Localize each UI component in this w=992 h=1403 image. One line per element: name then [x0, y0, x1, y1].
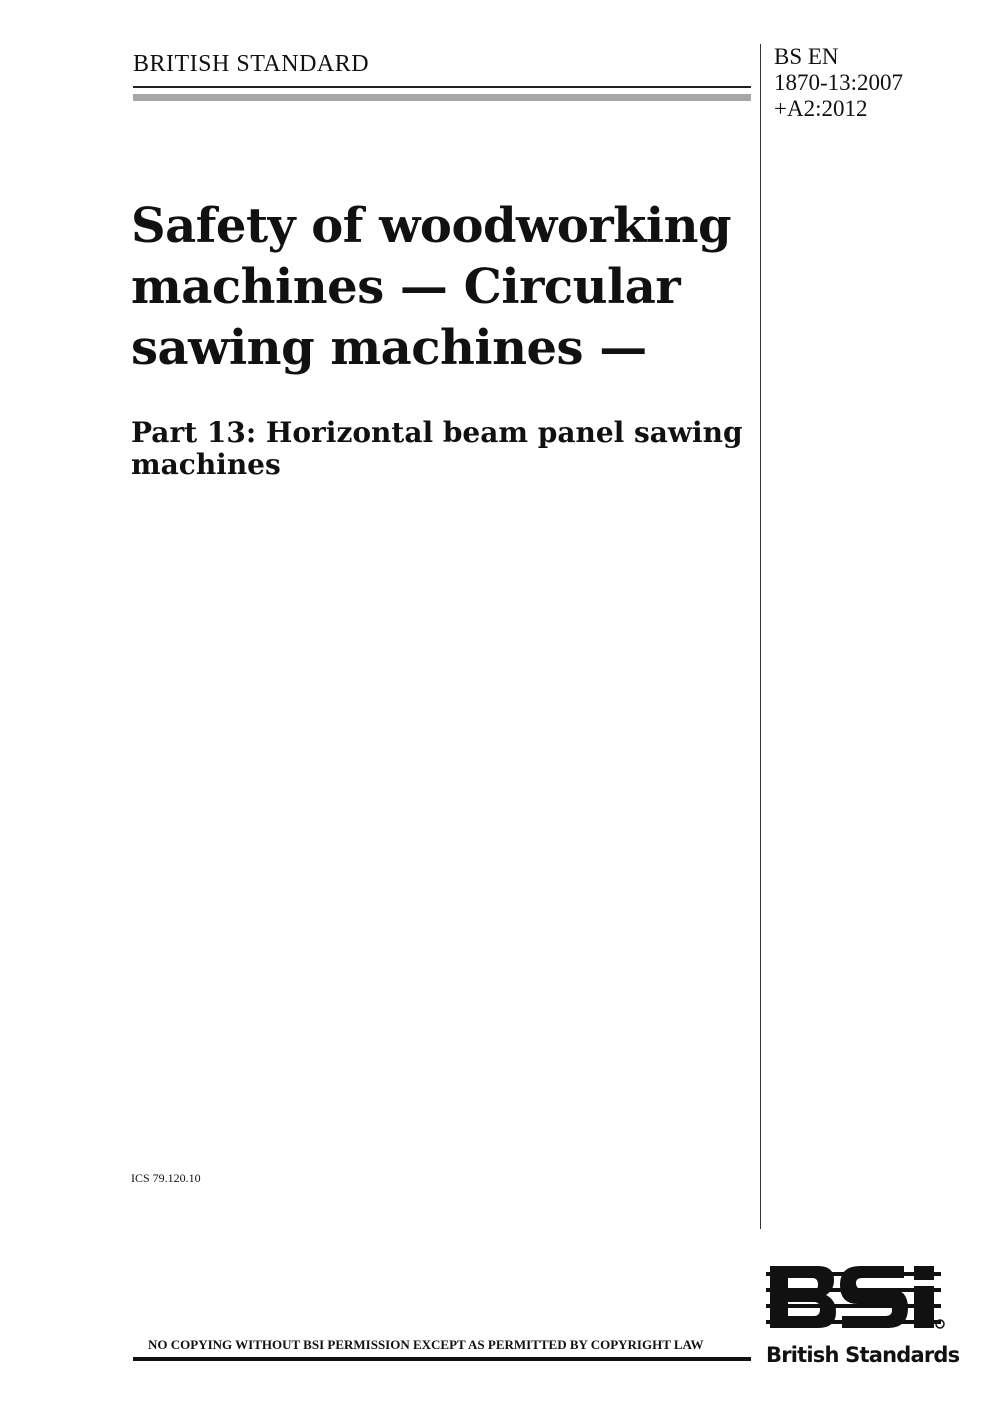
standard-number-line: +A2:2012 — [774, 96, 868, 121]
vertical-divider — [760, 44, 761, 1229]
title-line: sawing machines — — [131, 320, 647, 376]
title-line: machines — Circular — [131, 259, 681, 315]
series-label: BRITISH STANDARD — [133, 51, 370, 77]
standard-number-line: BS EN — [774, 44, 839, 69]
header-rule-thick — [133, 94, 751, 101]
copyright-notice: NO COPYING WITHOUT BSI PERMISSION EXCEPT AS PERMITTED BY COPYRIGHT LAW — [148, 1337, 704, 1352]
header-rule-thin — [133, 86, 751, 88]
ics-code: ICS 79.120.10 — [131, 1171, 201, 1185]
logo-tagline: British Standards — [766, 1343, 960, 1367]
footer-rule — [133, 1357, 751, 1361]
document-subtitle — [131, 417, 751, 481]
subtitle-line: machines — [131, 448, 281, 481]
standard-number-line: 1870-13:2007 — [774, 70, 904, 95]
title-line: Safety of woodworking — [131, 198, 732, 254]
standard-number — [774, 44, 903, 122]
subtitle-line: Part 13: Horizontal beam panel sawing — [131, 416, 743, 449]
document-title — [131, 196, 751, 379]
